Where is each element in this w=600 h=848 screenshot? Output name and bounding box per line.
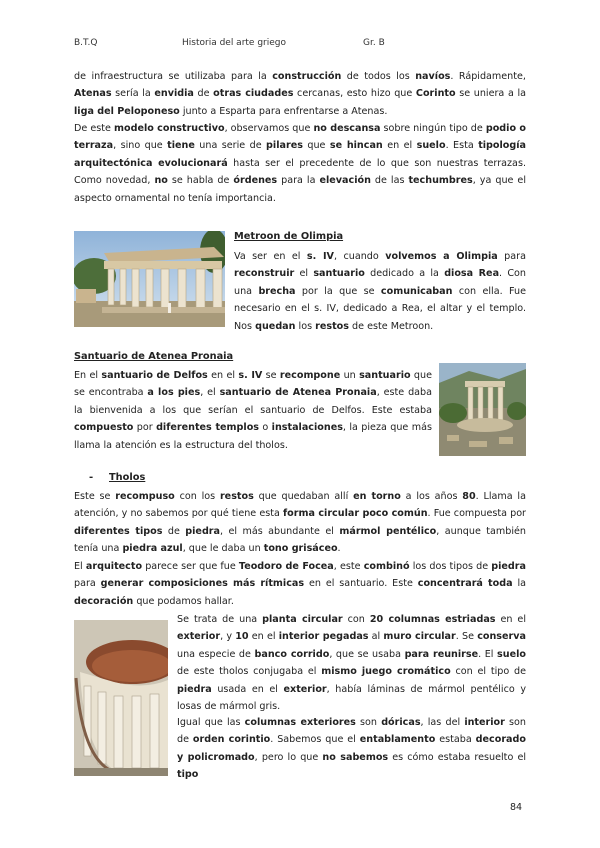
header-group: Gr. B xyxy=(363,38,385,48)
bold-run: pilares xyxy=(266,140,303,152)
bold-run: 10 xyxy=(235,631,249,643)
bold-run: diferentes tipos xyxy=(74,525,163,537)
metroon-title: Metroon de Olimpia xyxy=(234,231,344,242)
bold-run: Teodoro de Focea xyxy=(238,561,334,572)
bold-run: órdenes xyxy=(233,175,278,187)
bold-run: volvemos a Olimpia xyxy=(385,251,498,262)
bold-run: tono grisáceo xyxy=(263,543,338,555)
tholos-bullet: - xyxy=(89,472,94,483)
bold-run: arquitecto xyxy=(85,561,143,572)
bold-run: santuario xyxy=(359,370,411,381)
bold-run: tipología arquitectónica evolucionará xyxy=(74,140,527,169)
bold-run: suelo xyxy=(416,140,446,152)
header-subject: Historia del arte griego xyxy=(182,38,286,48)
bold-run: piedra xyxy=(177,683,212,695)
bold-run: exterior xyxy=(177,631,221,643)
bold-run: reconstruir xyxy=(234,268,295,280)
bold-run: podio o terraza xyxy=(74,123,526,152)
bold-run: tiene xyxy=(167,140,195,152)
tholos-delfos-image xyxy=(439,363,526,456)
page-number: 84 xyxy=(510,802,523,813)
bold-run: recompuso xyxy=(115,491,175,502)
bold-run: comunicaban xyxy=(380,285,453,297)
bold-run: interior xyxy=(464,717,505,728)
bold-run: techumbres xyxy=(408,175,473,187)
bold-run: s. IV xyxy=(306,251,334,262)
bold-run: construcción xyxy=(272,71,342,82)
bold-run: decorado y policromado xyxy=(177,734,526,763)
bold-run: suelo xyxy=(497,648,526,660)
bold-run: modelo constructivo xyxy=(113,123,225,134)
bold-run: diosa Rea xyxy=(444,268,500,280)
bold-run: se hincan xyxy=(329,140,383,152)
bold-run: a los pies xyxy=(147,387,201,399)
paragraph-atenea-pronaia: En el santuario de Delfos en el s. IV se recompone un santuario que se encontraba a los pies, el santuario de Atenea Pronaia, este daba la bienvenida a los que serían el santuario de Delfos. Este estaba compuesto por diferentes templos o instalaciones, la pieza que más llama la atención es la estructura del tholos. xyxy=(74,370,433,451)
bold-run: orden corintio xyxy=(192,734,271,746)
bold-run: columnas exteriores xyxy=(244,717,356,728)
tholos-title: Tholos xyxy=(109,472,146,483)
bold-run: no xyxy=(154,175,168,187)
tholos-reconstruction-image xyxy=(74,620,168,776)
bold-run: santuario de Delfos xyxy=(101,370,208,381)
bold-run: exterior xyxy=(283,683,327,695)
bold-run: 80 xyxy=(462,491,476,502)
bold-run: piedra xyxy=(185,525,221,537)
bold-run: entablamento xyxy=(359,734,436,746)
bold-run: s. IV xyxy=(238,370,263,381)
bold-run: restos xyxy=(219,491,254,502)
bold-run: interior pegadas xyxy=(278,631,369,643)
bold-run: mismo juego cromático xyxy=(321,666,451,678)
paragraph-tholos-arquitecto: El arquitecto parece ser que fue Teodoro de Focea, este combinó los dos tipos de piedra para generar composiciones más rítmicas en el santuario. Este concentrará toda la decoración que podamos hallar. xyxy=(74,561,527,607)
paragraph-tholos-planta: Se trata de una planta circular con 20 columnas estriadas en el exterior, y 10 en el interior pegadas al muro circular. Se conserva una especie de banco corrido, que se usaba para reunirse. El suelo de este tholos conjugaba el mismo juego cromático con el tipo de piedra usada en el exterior, había láminas de mármol pentélico y losas de mármol gris. xyxy=(177,614,527,713)
bold-run: conserva xyxy=(477,631,526,643)
bold-run: 20 columnas estriadas xyxy=(369,614,496,625)
bold-run: liga del Peloponeso xyxy=(74,105,180,117)
paragraph-metroon: Va ser en el s. IV, cuando volvemos a Olimpia para reconstruir el santuario dedicado a la diosa Rea. Con una brecha por la que se comunicaban con ella. Fue necesario en el s. IV, dedicado a Rea, el altar y el templo. Nos quedan los restos de este Metroon. xyxy=(234,251,527,332)
bold-run: Atenas xyxy=(74,88,112,100)
bold-run: Corinto xyxy=(415,88,456,100)
bold-run: envidia xyxy=(154,88,194,100)
bold-run: piedra azul xyxy=(122,543,183,555)
bold-run: santuario de Atenea Pronaia xyxy=(219,387,377,399)
bold-run: elevación xyxy=(319,175,371,187)
atenea-pronaia-title: Santuario de Atenea Pronaia xyxy=(74,351,234,362)
bold-run: mármol pentélico xyxy=(339,525,437,537)
bold-run: brecha xyxy=(258,285,296,297)
paragraph-infraestructura: de infraestructura se utilizaba para la construcción de todos los navíos. Rápidamente, Atenas sería la envidia de otras ciudades cercanas, esto hizo que Corinto se uniera a la liga del Peloponeso junto a Esparta para enfrentarse a Atenas. xyxy=(74,71,527,117)
bold-run: quedan xyxy=(255,320,296,332)
bold-run: concentrará toda xyxy=(417,578,513,590)
bold-run: dóricas xyxy=(381,717,421,728)
bold-run: planta circular xyxy=(262,614,343,625)
bold-run: no descansa xyxy=(313,123,381,134)
bold-run: generar composiciones más rítmicas xyxy=(100,578,305,590)
bold-run: otras ciudades xyxy=(213,88,294,100)
bold-run: combinó xyxy=(363,561,410,572)
bold-run: santuario xyxy=(313,268,365,280)
bold-run: compuesto xyxy=(74,422,134,434)
bold-run: diferentes templos xyxy=(156,422,259,434)
bold-run: navíos xyxy=(415,71,451,82)
bold-run: no sabemos xyxy=(322,751,389,763)
bold-run: tipo xyxy=(177,769,199,781)
bold-run: recompone xyxy=(279,370,341,381)
bold-run: banco corrido xyxy=(254,648,330,660)
header-course: B.T.Q xyxy=(74,38,98,48)
bold-run: instalaciones xyxy=(271,422,343,434)
bold-run: restos xyxy=(315,320,349,332)
paragraph-tholos-recompuso: Este se recompuso con los restos que quedaban allí en torno a los años 80. Llama la atención, y no sabemos por qué tiene esta forma circular poco común. Fue compuesta por diferentes tipos de piedra, el más abundante el mármol pentélico, aunque también tenía una piedra azul, que le daba un tono grisáceo. xyxy=(74,491,527,555)
bold-run: muro circular xyxy=(383,631,456,643)
bold-run: forma circular poco común xyxy=(282,508,428,520)
paragraph-tholos-columnas: Igual que las columnas exteriores son dóricas, las del interior son de orden corintio. Sabemos que el entablamento estaba decorado y policromado, pero lo que no sabemos es cómo estaba resuelto el tipo xyxy=(177,717,527,781)
metroon-olimpia-image xyxy=(74,231,225,327)
bold-run: decoración xyxy=(74,595,134,607)
bold-run: piedra xyxy=(491,561,527,572)
bold-run: para reunirse xyxy=(404,648,479,660)
paragraph-modelo-constructivo: De este modelo constructivo, observamos que no descansa sobre ningún tipo de podio o terraza, sino que tiene una serie de pilares que se hincan en el suelo. Esta tipología arquitectónica evolucionará hasta ser el precedente de lo que son nuestras terrazas. Como novedad, no se habla de órdenes para la elevación de las techumbres, ya que el aspecto ornamental no tenía importancia. xyxy=(74,123,527,204)
bold-run: en torno xyxy=(353,491,401,502)
